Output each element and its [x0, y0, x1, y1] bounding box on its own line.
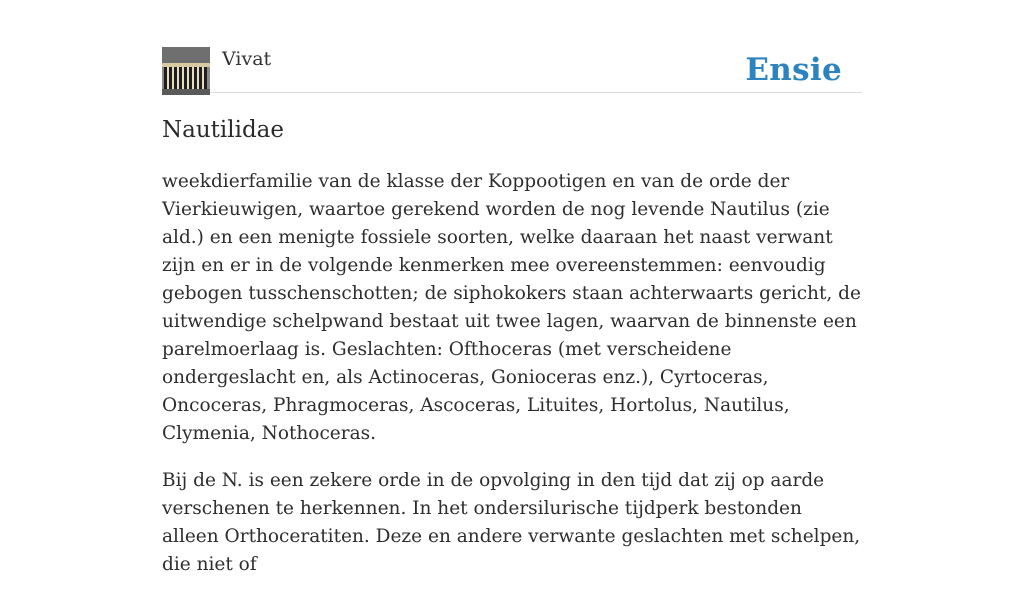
article-paragraph: weekdierfamilie van de klasse der Koppootigen en van de orde der Vierkieuwigen, waartoe gerekend worden de nog levende Nautilus (zie ald.) en een menigte fossiele soorten, welke daaraan het naast verwant zijn en er in de volgende kenmerken mee overeenstemmen: eenvoudig gebogen tusschenschotten; de siphokokers staan achterwaarts gericht, de uitwendige schelpwand bestaat uit twee lagen, waarvan de binnenste een parelmoerlaag is. Geslachten: Ofthoceras (met verscheidene ondergeslacht en, als Actinoceras, Gonioceras enz.), Cyrtoceras, Oncoceras, Phragmoceras, Ascoceras, Lituites, Hortolus, Nautilus, Clymenia, Nothoceras.: [162, 171, 861, 444]
author-avatar[interactable]: [162, 47, 210, 95]
site-header: [162, 46, 862, 93]
book-spines-icon: [162, 47, 210, 95]
article-paragraph: Bij de N. is een zekere orde in de opvolging in den tijd dat zij op aarde verschenen te herkennen. In het ondersilurische tijdperk bestonden alleen Orthoceratiten. Deze en andere verwante geslachten met schelpen, die niet of: [162, 470, 861, 575]
site-logo[interactable]: Ensie: [745, 52, 842, 88]
article-body: [162, 168, 862, 598]
author-name[interactable]: Vivat: [222, 48, 272, 70]
article-title: Nautilidae: [162, 117, 285, 143]
